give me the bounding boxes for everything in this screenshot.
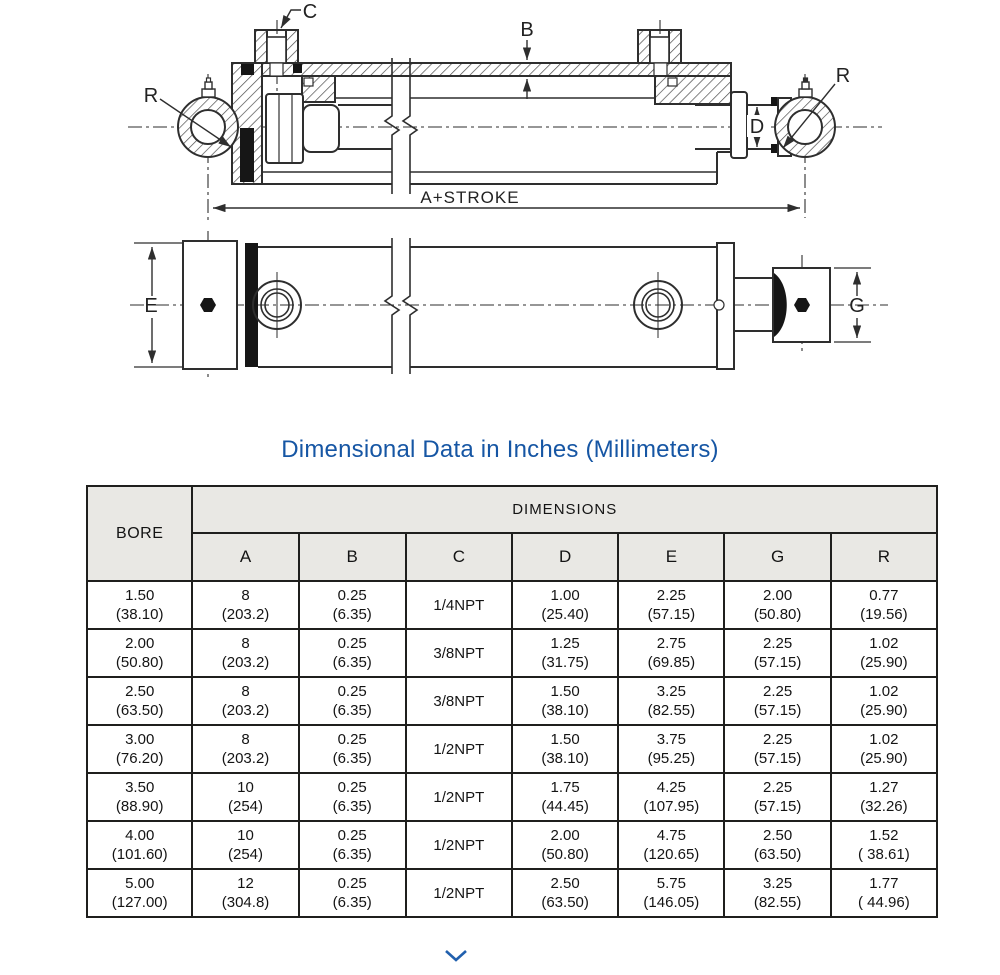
dim-value: 12 (304.8) bbox=[192, 869, 298, 917]
dim-value: 2.00 (50.80) bbox=[724, 581, 830, 629]
dim-value: 1.50 (38.10) bbox=[512, 677, 618, 725]
dim-value: 0.25 (6.35) bbox=[299, 773, 406, 821]
dim-value: 8 (203.2) bbox=[192, 629, 298, 677]
label-d: D bbox=[749, 116, 765, 138]
dim-value: 3/8NPT bbox=[406, 677, 512, 725]
grease-zerk-icon bbox=[799, 78, 812, 97]
dim-value: 0.25 (6.35) bbox=[299, 725, 406, 773]
column-header-e: E bbox=[618, 533, 724, 581]
chevron-down-icon[interactable] bbox=[443, 948, 469, 964]
break-line bbox=[403, 238, 417, 374]
dim-value: 8 (203.2) bbox=[192, 725, 298, 773]
dim-value: 1/2NPT bbox=[406, 821, 512, 869]
bore-value: 3.00 (76.20) bbox=[87, 725, 192, 773]
dim-value: 2.25 (57.15) bbox=[724, 725, 830, 773]
dimensions-header: DIMENSIONS bbox=[192, 486, 937, 533]
weld-band-plan bbox=[245, 243, 258, 367]
bore-value: 5.00 (127.00) bbox=[87, 869, 192, 917]
dim-value: 0.77 (19.56) bbox=[831, 581, 937, 629]
dim-value: 2.75 (69.85) bbox=[618, 629, 724, 677]
bore-value: 1.50 (38.10) bbox=[87, 581, 192, 629]
dim-value: 1/2NPT bbox=[406, 725, 512, 773]
plan-view bbox=[130, 231, 888, 379]
weld-band bbox=[240, 128, 254, 182]
label-b: B bbox=[520, 19, 534, 41]
column-header-a: A bbox=[192, 533, 298, 581]
gland-nut bbox=[731, 92, 747, 158]
dim-value: 1/4NPT bbox=[406, 581, 512, 629]
dim-value: 8 (203.2) bbox=[192, 677, 298, 725]
dim-value: 2.50 (63.50) bbox=[724, 821, 830, 869]
column-header-d: D bbox=[512, 533, 618, 581]
dim-value: 3.25 (82.55) bbox=[618, 677, 724, 725]
table-row bbox=[87, 821, 937, 869]
dim-value: 1.02 (25.90) bbox=[831, 725, 937, 773]
table-row bbox=[87, 773, 937, 821]
label-c: C bbox=[302, 1, 318, 23]
dim-value: 4.75 (120.65) bbox=[618, 821, 724, 869]
label-a-stroke: A+STROKE bbox=[420, 188, 520, 207]
column-header-row bbox=[87, 533, 937, 581]
dim-value: 10 (254) bbox=[192, 821, 298, 869]
dim-value: 5.75 (146.05) bbox=[618, 869, 724, 917]
port-plan-left bbox=[253, 272, 301, 338]
group-header-row bbox=[87, 486, 937, 533]
cylinder-cross-section-drawing bbox=[0, 0, 1000, 430]
dim-value: 2.00 (50.80) bbox=[512, 821, 618, 869]
dim-value: 2.25 (57.15) bbox=[724, 773, 830, 821]
break-line bbox=[403, 58, 417, 194]
table-row bbox=[87, 677, 937, 725]
dim-value: 1.75 (44.45) bbox=[512, 773, 618, 821]
table-row bbox=[87, 869, 937, 917]
dim-value: 1.02 (25.90) bbox=[831, 629, 937, 677]
column-header-r: R bbox=[831, 533, 937, 581]
dim-value: 1.00 (25.40) bbox=[512, 581, 618, 629]
bore-value: 3.50 (88.90) bbox=[87, 773, 192, 821]
column-header-g: G bbox=[724, 533, 830, 581]
dimensions-table bbox=[86, 485, 938, 918]
dim-value: 1.25 (31.75) bbox=[512, 629, 618, 677]
table-row bbox=[87, 725, 937, 773]
port-plan-right bbox=[634, 272, 682, 338]
break-line bbox=[385, 238, 399, 374]
dim-value: 2.25 (57.15) bbox=[618, 581, 724, 629]
break-line bbox=[385, 58, 399, 194]
label-g: G bbox=[849, 295, 865, 317]
table-body bbox=[87, 581, 937, 917]
page-title: Dimensional Data in Inches (Millimeters) bbox=[281, 436, 719, 463]
label-e: E bbox=[144, 295, 158, 317]
leader-c bbox=[281, 10, 301, 28]
dim-value: 0.25 (6.35) bbox=[299, 821, 406, 869]
dim-value: 2.25 (57.15) bbox=[724, 629, 830, 677]
grease-zerk-icon bbox=[202, 78, 215, 97]
dim-value: 0.25 (6.35) bbox=[299, 629, 406, 677]
column-header-b: B bbox=[299, 533, 406, 581]
dim-value: 1.52 ( 38.61) bbox=[831, 821, 937, 869]
dim-value: 1/2NPT bbox=[406, 869, 512, 917]
dim-value: 2.25 (57.15) bbox=[724, 677, 830, 725]
bore-value: 2.50 (63.50) bbox=[87, 677, 192, 725]
table-row bbox=[87, 629, 937, 677]
table-row bbox=[87, 581, 937, 629]
piston-nut bbox=[303, 105, 339, 152]
dim-value: 3/8NPT bbox=[406, 629, 512, 677]
dim-value: 1.50 (38.10) bbox=[512, 725, 618, 773]
dim-value: 8 (203.2) bbox=[192, 581, 298, 629]
dim-value: 3.25 (82.55) bbox=[724, 869, 830, 917]
label-r-left: R bbox=[143, 85, 159, 107]
dim-value: 1/2NPT bbox=[406, 773, 512, 821]
bore-value: 4.00 (101.60) bbox=[87, 821, 192, 869]
bore-value: 2.00 (50.80) bbox=[87, 629, 192, 677]
rod-end-head bbox=[655, 76, 731, 104]
dim-value: 1.27 (32.26) bbox=[831, 773, 937, 821]
side-section-view bbox=[128, 1, 882, 220]
piston bbox=[266, 94, 303, 163]
dim-value: 1.77 ( 44.96) bbox=[831, 869, 937, 917]
dim-value: 0.25 (6.35) bbox=[299, 581, 406, 629]
dim-value: 0.25 (6.35) bbox=[299, 869, 406, 917]
label-r-right: R bbox=[835, 65, 851, 87]
dim-value: 1.02 (25.90) bbox=[831, 677, 937, 725]
dim-value: 4.25 (107.95) bbox=[618, 773, 724, 821]
dim-value: 10 (254) bbox=[192, 773, 298, 821]
dim-value: 2.50 (63.50) bbox=[512, 869, 618, 917]
dim-value: 0.25 (6.35) bbox=[299, 677, 406, 725]
bore-header: BORE bbox=[87, 486, 192, 581]
column-header-c: C bbox=[406, 533, 512, 581]
dim-value: 3.75 (95.25) bbox=[618, 725, 724, 773]
